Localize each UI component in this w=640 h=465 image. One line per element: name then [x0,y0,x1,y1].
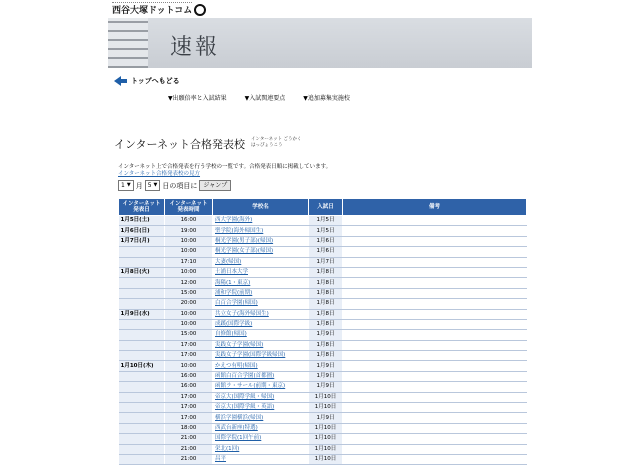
school-link[interactable]: 自修館(帰国) [213,330,309,340]
note-cell [343,340,527,350]
school-link[interactable]: 桐光学園(男子部)(帰国) [213,236,309,246]
school-link[interactable]: 海陽(1・東京) [213,278,309,288]
nav-link-additional[interactable]: ▼追加募集実施校 [303,95,350,102]
back-to-top-link[interactable] [114,76,180,86]
table-row [119,330,527,340]
note-cell [343,330,527,340]
date-cell [119,382,165,392]
site-logo[interactable] [112,2,206,16]
header-time-label: インターネット 発表時間 [169,201,208,213]
exam-date-cell: 1月9日 [309,413,343,423]
header-time [165,199,213,216]
time-cell: 21:00 [165,434,213,444]
header-note [343,199,527,216]
logo-text: 西谷大塚ドットコム [112,6,193,16]
note-cell [343,392,527,402]
note-cell [343,434,527,444]
table-row [119,423,527,433]
exam-date-cell: 1月9日 [309,371,343,381]
exam-date-cell: 1月6日 [309,247,343,257]
school-link[interactable]: 共立女子(海外帰国生) [213,309,309,319]
date-cell [119,288,165,298]
school-link[interactable]: 土浦日本大学 [213,267,309,277]
date-cell [119,351,165,361]
school-link[interactable]: 西大学園(海外) [213,216,309,226]
school-link[interactable]: 函館白百合学園(首都圏) [213,371,309,381]
month-value: 1 [121,182,125,189]
results-table [118,198,527,465]
month-unit-label: 月 [135,181,143,190]
time-cell: 10:00 [165,319,213,329]
table-row [119,444,527,454]
note-cell [343,236,527,246]
exam-date-cell: 1月10日 [309,392,343,402]
note-cell [343,288,527,298]
date-cell: 1月9日(水) [119,309,165,319]
exam-date-cell: 1月8日 [309,340,343,350]
note-cell [343,423,527,433]
table-row [119,257,527,267]
logo-dotted-rule [112,2,192,5]
table-row [119,382,527,392]
day-unit-label: 日の項目に [162,181,198,190]
jump-button[interactable]: ジャンプ [199,180,231,191]
note-cell [343,309,527,319]
section-nav [168,93,350,102]
time-cell: 21:00 [165,454,213,464]
intro-block [118,164,331,178]
time-cell: 10:00 [165,267,213,277]
note-cell [343,299,527,309]
school-link[interactable]: 聖学院(海外帰国生) [213,226,309,236]
exam-date-cell: 1月8日 [309,267,343,277]
note-cell [343,361,527,371]
date-jump-form [118,180,231,191]
school-link[interactable]: 浦和学院(前期) [213,288,309,298]
notebook-rings-icon [108,18,148,68]
time-cell: 12:00 [165,278,213,288]
date-cell: 1月6日(日) [119,226,165,236]
exam-date-cell: 1月5日 [309,216,343,226]
table-row [119,319,527,329]
exam-date-cell: 1月10日 [309,434,343,444]
day-value: 5 [147,182,152,189]
school-link[interactable]: 大妻(帰国) [213,257,309,267]
header-school-label: 学校名 [252,204,269,210]
time-cell: 17:00 [165,392,213,402]
table-row [119,454,527,464]
note-cell [343,278,527,288]
table-row [119,371,527,381]
time-cell: 16:00 [165,216,213,226]
month-select[interactable] [118,180,134,191]
logo-mark-icon [194,4,206,16]
howto-link[interactable]: インターネット合格発表校の見方 [118,171,201,177]
header-banner [108,18,532,68]
exam-date-cell: 1月10日 [309,444,343,454]
school-link[interactable]: 帝京大(国際学級・帰国) [213,392,309,402]
back-arrow-tail [121,79,127,83]
back-arrow-icon [114,76,121,86]
time-cell: 17:00 [165,413,213,423]
school-link[interactable]: 桐光学園(女子部)(帰国) [213,247,309,257]
header-date [119,199,165,216]
date-cell [119,257,165,267]
date-cell [119,371,165,381]
school-link[interactable]: 国際学院(1回午前) [213,434,309,444]
table-row [119,267,527,277]
note-cell [343,257,527,267]
date-cell [119,454,165,464]
date-cell [119,247,165,257]
note-cell [343,319,527,329]
school-link[interactable]: 函館ラ・サール(前期・東京) [213,382,309,392]
header-school [213,199,309,216]
school-link[interactable]: 実践女子学園(国際学級帰国) [213,351,309,361]
note-cell [343,267,527,277]
exam-date-cell: 1月9日 [309,330,343,340]
chevron-down-icon: ▼ [153,182,158,188]
exam-date-cell: 1月8日 [309,351,343,361]
time-cell: 16:00 [165,382,213,392]
date-cell [119,434,165,444]
school-link[interactable]: 帝京大(国際学級・英語) [213,403,309,413]
date-cell: 1月8日(火) [119,267,165,277]
exam-date-cell: 1月6日 [309,236,343,246]
time-cell: 20:00 [165,299,213,309]
date-cell: 1月5日(土) [119,216,165,226]
table-row [119,361,527,371]
table-row [119,403,527,413]
time-cell: 10:00 [165,361,213,371]
intro-text: インターネット上で合格発表を行う学校の一覧です。合格発表日順に掲載しています。 [118,164,332,170]
time-cell: 17:00 [165,403,213,413]
table-row [119,299,527,309]
table-row [119,309,527,319]
table-row [119,434,527,444]
exam-date-cell: 1月10日 [309,403,343,413]
note-cell [343,216,527,226]
date-cell [119,299,165,309]
table-row [119,288,527,298]
note-cell [343,413,527,423]
nav-link-ratio[interactable]: ▼出願倍率と入試結果 [168,95,227,102]
date-cell [119,330,165,340]
date-cell: 1月7日(月) [119,236,165,246]
table-row [119,216,527,226]
school-link[interactable]: 栄北(1回) [213,444,309,454]
banner-title: 速報 [170,35,221,60]
table-header-row [119,199,527,216]
day-select[interactable] [145,180,161,191]
time-cell: 15:00 [165,330,213,340]
exam-date-cell: 1月8日 [309,288,343,298]
school-link[interactable]: 実践女子学園(帰国) [213,340,309,350]
note-cell [343,454,527,464]
exam-date-cell: 1月8日 [309,319,343,329]
exam-date-cell: 1月9日 [309,361,343,371]
page-title-ruby [251,137,302,149]
exam-date-cell: 1月10日 [309,423,343,433]
note-cell [343,226,527,236]
time-cell: 10:00 [165,309,213,319]
exam-date-cell: 1月8日 [309,278,343,288]
time-cell: 16:00 [165,371,213,381]
time-cell: 21:00 [165,444,213,454]
table-row [119,278,527,288]
school-link[interactable]: かえつ有明(帰国) [213,361,309,371]
note-cell [343,371,527,381]
note-cell [343,247,527,257]
note-cell [343,382,527,392]
exam-date-cell: 1月5日 [309,226,343,236]
school-link[interactable]: 成蹊(国際学級) [213,319,309,329]
date-cell [119,319,165,329]
page-title: インターネット合格発表校 [114,138,246,151]
date-cell [119,340,165,350]
exam-date-cell: 1月9日 [309,382,343,392]
content-frame [108,0,532,463]
note-cell [343,351,527,361]
exam-date-cell: 1月8日 [309,309,343,319]
school-link[interactable]: 横浜学園横浜(帰国) [213,413,309,423]
header-exam-label: 入試日 [317,204,334,210]
table-row [119,226,527,236]
header-note-label: 備考 [428,204,440,210]
ruby-line-1: インターネット ごうかく [251,137,302,142]
table-row [119,413,527,423]
table-row [119,247,527,257]
time-cell: 10:00 [165,236,213,246]
table-row [119,351,527,361]
time-cell: 10:00 [165,247,213,257]
time-cell: 17:10 [165,257,213,267]
table-row [119,236,527,246]
date-cell [119,444,165,454]
date-cell [119,403,165,413]
date-cell [119,423,165,433]
nav-link-points[interactable]: ▼入試関連要点 [244,95,286,102]
date-cell: 1月10日(木) [119,361,165,371]
date-cell [119,278,165,288]
table-row [119,340,527,350]
time-cell: 18:00 [165,423,213,433]
school-link[interactable]: 昌平 [213,454,309,464]
page-heading [114,136,302,152]
school-link[interactable]: 白百合学園(帰国) [213,299,309,309]
time-cell: 19:00 [165,226,213,236]
time-cell: 15:00 [165,288,213,298]
time-cell: 17:00 [165,351,213,361]
header-exam [309,199,343,216]
exam-date-cell: 1月10日 [309,454,343,464]
time-cell: 17:00 [165,340,213,350]
date-cell [119,413,165,423]
exam-date-cell: 1月8日 [309,299,343,309]
ruby-line-2: はっぴょうこう [251,143,283,148]
note-cell [343,403,527,413]
note-cell [343,444,527,454]
school-link[interactable]: 西武台新座(特選) [213,423,309,433]
back-to-top-label: トップへもどる [131,77,180,85]
chevron-down-icon: ▼ [126,182,131,188]
table-row [119,392,527,402]
date-cell [119,392,165,402]
header-date-label: インターネット 発表日 [122,201,161,213]
exam-date-cell: 1月7日 [309,257,343,267]
table-body [119,216,527,465]
